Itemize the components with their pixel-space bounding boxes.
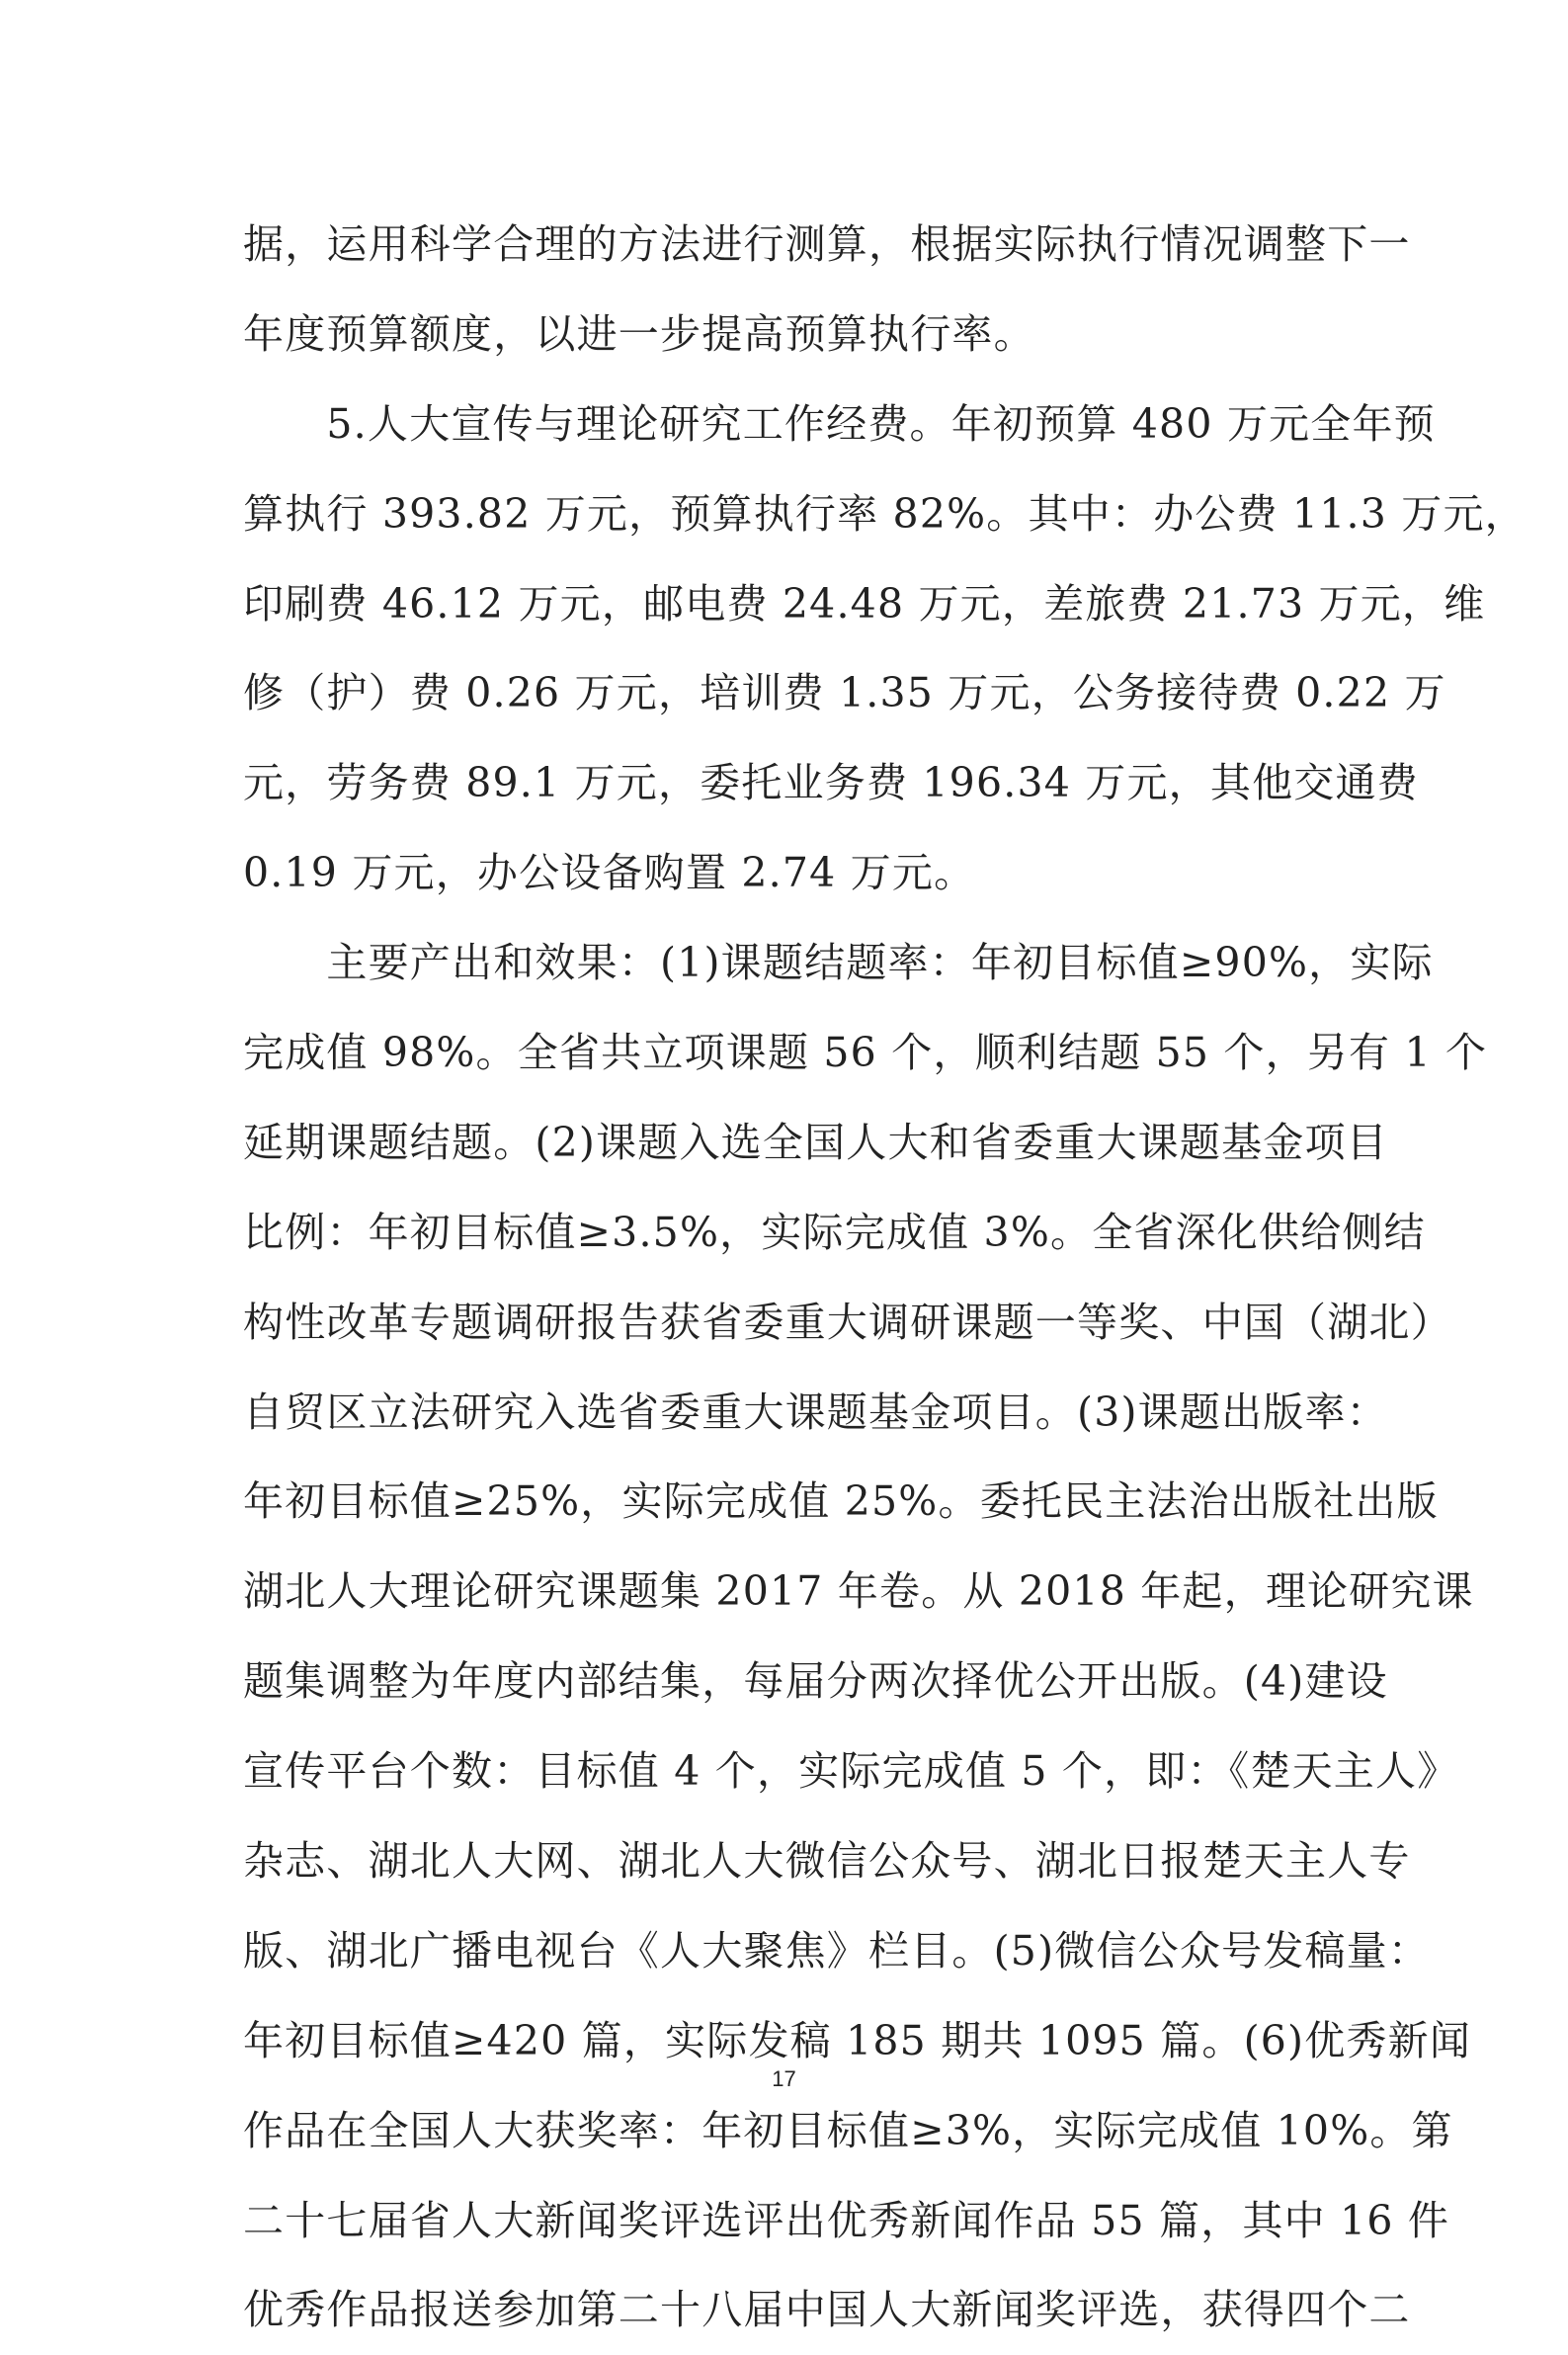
text-line: 完成值 98%。全省共立项课题 56 个，顺利结题 55 个，另有 1 个 — [243, 1029, 1488, 1077]
text-line: 版、湖北广播电视台《人大聚焦》栏目。(5)微信公众号发稿量： — [243, 1926, 1431, 1975]
text-line: 主要产出和效果：(1)课题结题率：年初目标值≥90%，实际 — [243, 939, 1434, 987]
text-line: 比例：年初目标值≥3.5%，实际完成值 3%。全省深化供给侧结 — [243, 1208, 1426, 1256]
text-line: 年初目标值≥420 篇，实际发稿 185 期共 1095 篇。(6)优秀新闻 — [243, 2016, 1472, 2064]
text-line: 优秀作品报送参加第二十八届中国人大新闻奖评选，获得四个二 — [243, 2286, 1411, 2334]
text-line: 修（护）费 0.26 万元，培训费 1.35 万元，公务接待费 0.22 万 — [243, 669, 1446, 717]
text-line: 据，运用科学合理的方法进行测算，根据实际执行情况调整下一 — [243, 220, 1411, 268]
text-line: 构性改革专题调研报告获省委重大调研课题一等奖、中国（湖北） — [243, 1298, 1452, 1346]
text-line: 湖北人大理论研究课题集 2017 年卷。从 2018 年起，理论研究课 — [243, 1567, 1474, 1616]
text-line: 延期课题结题。(2)课题入选全国人大和省委重大课题基金项目 — [243, 1118, 1388, 1166]
text-line: 年度预算额度，以进一步提高预算执行率。 — [243, 309, 1035, 358]
page-number: 17 — [772, 2066, 796, 2091]
text-line: 题集调整为年度内部结集，每届分两次择优公开出版。(4)建设 — [243, 1657, 1388, 1706]
text-line: 0.19 万元，办公设备购置 2.74 万元。 — [243, 849, 976, 897]
text-line: 杂志、湖北人大网、湖北人大微信公众号、湖北日报楚天主人专 — [243, 1837, 1411, 1886]
text-line: 算执行 393.82 万元，预算执行率 82%。其中：办公费 11.3 万元， — [243, 489, 1527, 538]
text-line: 自贸区立法研究入选省委重大课题基金项目。(3)课题出版率： — [243, 1388, 1388, 1436]
text-line: 5.人大宣传与理论研究工作经费。年初预算 480 万元全年预 — [243, 399, 1436, 448]
text-line: 宣传平台个数：目标值 4 个，实际完成值 5 个，即：《楚天主人》 — [243, 1747, 1459, 1796]
document-body — [243, 200, 1527, 2355]
text-line: 印刷费 46.12 万元，邮电费 24.48 万元，差旅费 21.73 万元，维 — [243, 579, 1486, 628]
text-line: 元，劳务费 89.1 万元，委托业务费 196.34 万元，其他交通费 — [243, 759, 1419, 807]
text-line: 二十七届省人大新闻奖评选评出优秀新闻作品 55 篇，其中 16 件 — [243, 2196, 1450, 2244]
text-line: 年初目标值≥25%，实际完成值 25%。委托民主法治出版社出版 — [243, 1477, 1439, 1526]
text-line: 作品在全国人大获奖率：年初目标值≥3%，实际完成值 10%。第 — [243, 2106, 1453, 2154]
